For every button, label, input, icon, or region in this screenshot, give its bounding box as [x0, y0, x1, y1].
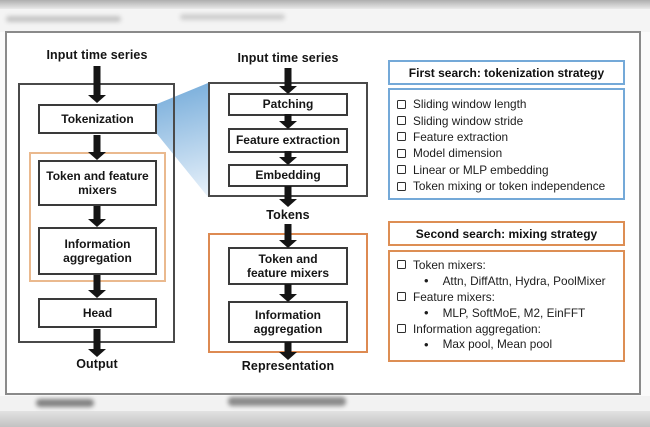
arrow-down-icon: [278, 186, 298, 207]
checkbox-bullet-icon: [397, 165, 406, 174]
sub-list-item: [397, 305, 619, 321]
second-search-title: Second search: mixing strategy: [388, 221, 625, 246]
feature-extraction-box: Feature extraction: [228, 128, 348, 153]
sub-list-item: [397, 336, 619, 352]
list-item: [397, 145, 619, 161]
list-item: [397, 162, 619, 178]
arrow-down-icon: [278, 68, 298, 94]
second-search-list: [388, 250, 625, 362]
arrow-down-icon: [278, 151, 298, 165]
list-item: [397, 96, 619, 112]
list-item-label: Token mixing or token independence: [413, 179, 606, 194]
arrow-down-icon: [87, 66, 107, 103]
arrow-down-icon: [278, 284, 298, 302]
list-item-label: Sliding window length: [413, 97, 527, 112]
first-search-title: First search: tokenization strategy: [388, 60, 625, 85]
representation-label: Representation: [241, 359, 335, 373]
patching-box: Patching: [228, 93, 348, 116]
list-item-label: Token mixers:: [413, 257, 486, 272]
checkbox-bullet-icon: [397, 324, 406, 333]
list-item: [397, 257, 619, 273]
list-item: [397, 289, 619, 305]
left-mixers-box: Token and feature mixers: [38, 160, 157, 206]
first-search-list: [388, 88, 625, 200]
list-item-label: Information aggregation:: [413, 321, 541, 336]
list-item: [397, 129, 619, 145]
sub-list-item: [397, 273, 619, 289]
checkbox-bullet-icon: [397, 132, 406, 141]
frame-top-strip: [0, 0, 650, 9]
list-item-label: Feature extraction: [413, 129, 509, 144]
checkbox-bullet-icon: [397, 182, 406, 191]
sub-list-item-label: • Max pool, Mean pool: [442, 337, 553, 352]
list-item: [397, 112, 619, 128]
middle-aggregation-box: Information aggregation: [228, 301, 348, 343]
frame-bottom-strip: [0, 411, 650, 427]
blurred-background-mark: [228, 397, 346, 406]
arrow-down-icon: [87, 135, 107, 160]
middle-flow-input-label: Input time series: [237, 51, 339, 65]
blurred-background-mark: [180, 14, 285, 20]
arrow-down-icon: [87, 206, 107, 227]
head-box: Head: [38, 298, 157, 328]
list-item-label: Sliding window stride: [413, 113, 524, 128]
middle-mixers-box: Token and feature mixers: [228, 247, 348, 285]
blurred-background-mark: [6, 16, 121, 22]
sub-list-item-label: • MLP, SoftMoE, M2, EinFFT: [442, 305, 586, 320]
arrow-down-icon: [278, 342, 298, 360]
checkbox-bullet-icon: [397, 149, 406, 158]
arrow-down-icon: [87, 329, 107, 357]
list-item-label: Model dimension: [413, 146, 503, 161]
sub-list-item-label: • Attn, DiffAttn, Hydra, PoolMixer: [442, 273, 606, 288]
list-item-label: Linear or MLP embedding: [413, 162, 549, 177]
checkbox-bullet-icon: [397, 100, 406, 109]
left-flow-input-label: Input time series: [46, 48, 148, 62]
arrow-down-icon: [87, 275, 107, 298]
tokenization-box: Tokenization: [38, 104, 157, 134]
tokens-label: Tokens: [266, 208, 310, 222]
checkbox-bullet-icon: [397, 116, 406, 125]
checkbox-bullet-icon: [397, 292, 406, 301]
checkbox-bullet-icon: [397, 260, 406, 269]
list-item: [397, 178, 619, 194]
list-item-label: Feature mixers:: [413, 289, 495, 304]
arrow-down-icon: [278, 224, 298, 248]
arrow-down-icon: [278, 114, 298, 129]
embedding-box: Embedding: [228, 164, 348, 187]
left-flow-output-label: Output: [76, 357, 118, 371]
blurred-background-mark: [36, 399, 94, 407]
list-item: [397, 321, 619, 337]
left-aggregation-box: Information aggregation: [38, 227, 157, 275]
